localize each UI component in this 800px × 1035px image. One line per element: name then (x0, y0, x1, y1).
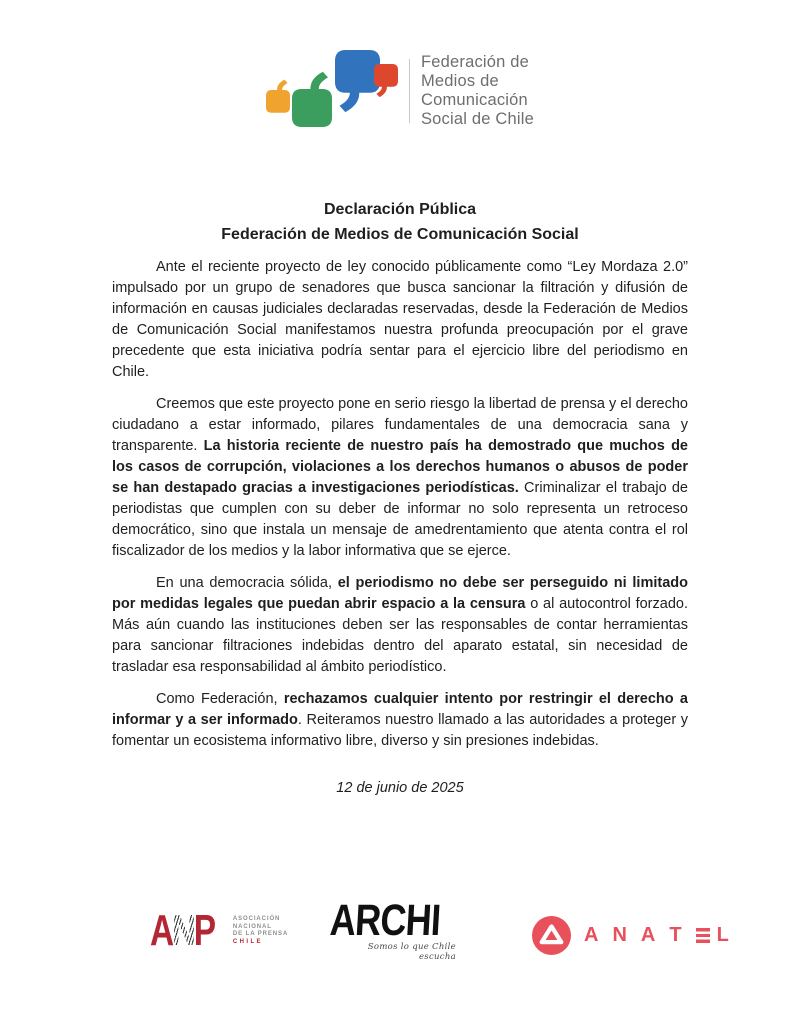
quotes-logo-icon (266, 50, 398, 132)
document-title (0, 197, 800, 247)
paragraph: Creemos que este proyecto pone en serio riesgo la libertad de prensa y el derecho ciudadano a estar informado, pilares fundamentales de una democracia sana y transparente. La historia reciente de nuestro país ha demostrado que muchos de los casos de corrupción, violaciones a los derechos humanos o abusos de poder se han destapado gracias a investigaciones periodísticas. Criminalizar el trabajo de periodistas que cumplen con su deber de informar no solo representa un retroceso democrático, sino que instala un mensaje de amedrentamiento que atenta contra el rol fiscalizador de los medios y la labor informativa que se ejerce. (112, 396, 688, 559)
anp-wordmark: ANP (150, 906, 214, 955)
anp-caption (233, 916, 288, 946)
document-body (112, 257, 688, 814)
logo-divider (409, 59, 410, 123)
logo-org-name: Federación de Medios de Comunicación Social de Chile (420, 53, 535, 128)
title-line-1: Declaración Pública (323, 201, 477, 218)
paragraph: Como Federación, rechazamos cualquier intento por restringir el derecho a informar y a ser informado. Reiteramos nuestro llamado a las autoridades a proteger y fomentar un ecosistema informativo libre, diverso y sin presiones indebidas. (112, 691, 688, 749)
paragraph: En una democracia sólida, el periodismo no debe ser perseguido ni limitado por medidas legales que puedan abrir espacio a la censura o al autocontrol forzado. Más aún cuando las instituciones deben ser las responsables de contar herramientas para sancionar filtraciones indebidas dentro del aparato estatal, sin necesidad de trasladar esa responsabilidad al ámbito periodístico. (112, 575, 688, 675)
anp-caption-accent: CHILE (232, 938, 263, 945)
opening-quote-icon (292, 69, 332, 127)
title-line-2: Federación de Medios de Comunicación Social (221, 226, 579, 243)
closing-quote-icon (374, 64, 398, 99)
anatel-triangle-icon (532, 916, 571, 955)
date-line: 12 de junio de 2025 (336, 780, 464, 796)
anatel-logo (532, 916, 743, 955)
archi-logo (328, 896, 456, 962)
anp-logo (150, 906, 289, 955)
anp-caption-lines: ASOCIACIÓN NACIONAL DE LA PRENSA (232, 916, 289, 937)
archi-slogan: Somos lo que Chile escucha (367, 942, 456, 962)
paragraph: Ante el reciente proyecto de ley conocido públicamente como “Ley Mordaza 2.0” impulsado por un grupo de senadores que busca sancionar la filtración y difusión de información en causas judiciales declaradas reservadas, desde la Federación de Medios de Comunicación Social manifestamos nuestra profunda preocupación por el grave precedente que esta iniciativa podría sentar para el ejercicio libre del periodismo en Chile. (112, 259, 688, 380)
anatel-wordmark: A N A T L (584, 924, 736, 946)
opening-quote-icon (266, 78, 290, 113)
archi-wordmark: ARCHI (328, 896, 442, 945)
paragraphs-container (112, 257, 688, 752)
federacion-logo (0, 50, 800, 132)
